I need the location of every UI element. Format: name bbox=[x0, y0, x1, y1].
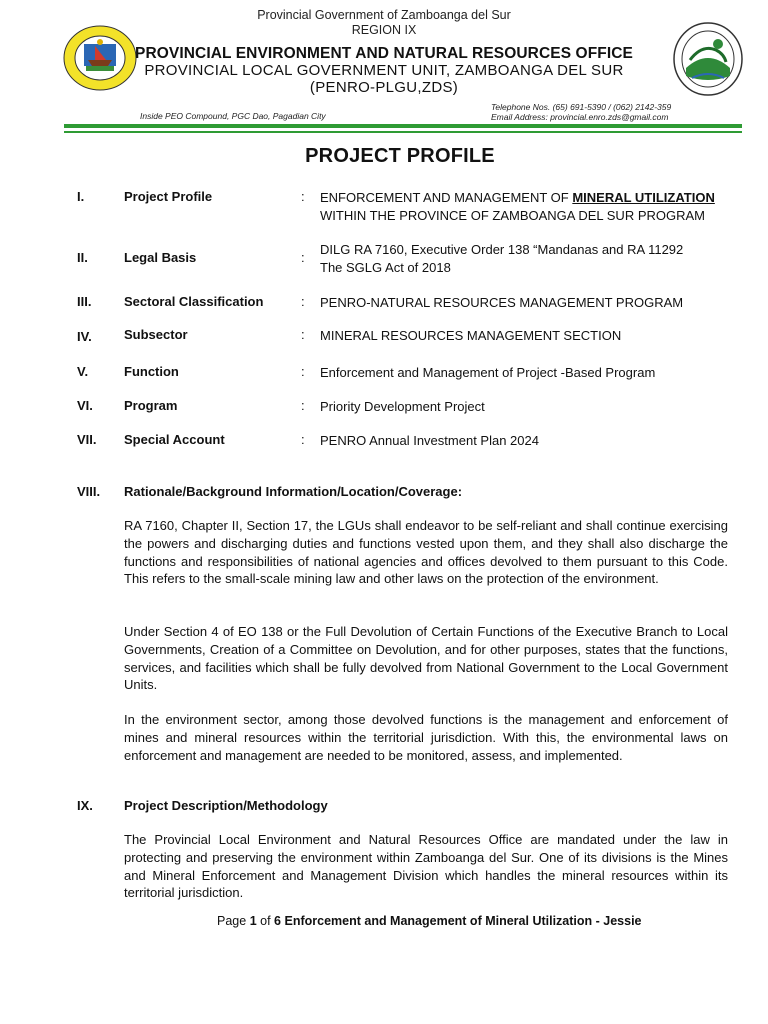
office-abbrev: (PENRO-PLGU,ZDS) bbox=[309, 79, 459, 96]
row-label: Subsector bbox=[124, 327, 188, 342]
office-address: Inside PEO Compound, PGC Dao, Pagadian City bbox=[140, 111, 326, 121]
row-label: Special Account bbox=[124, 432, 225, 447]
row-colon: : bbox=[301, 432, 305, 447]
paragraph-description: The Provincial Local Environment and Natural Resources Office are mandated under the law in protecting and preserving the environment within Zamboanga del Sur. One of its divisions is the Mines and Mineral Enforcement and Management Division which handles the mineral resources within its territorial jurisdiction. bbox=[124, 832, 728, 901]
section-title: Rationale/Background Information/Location/Coverage: bbox=[124, 484, 463, 499]
row-colon: : bbox=[301, 398, 305, 413]
footer-title: Enforcement and Management of Mineral Utilization - Jessie bbox=[284, 914, 642, 928]
section-number: IX. bbox=[77, 798, 93, 813]
row-colon: : bbox=[301, 294, 305, 309]
row-label: Function bbox=[124, 364, 179, 379]
row-value: DILG RA 7160, Executive Order 138 “Mandanas and RA 11292 The SGLG Act of 2018 bbox=[320, 242, 684, 275]
email-address: Email Address: provincial.enro.zds@gmail.com bbox=[491, 112, 669, 122]
row-number: V. bbox=[77, 364, 89, 379]
row-value: Enforcement and Management of Project -Based Program bbox=[320, 365, 656, 380]
row-number: IV. bbox=[77, 329, 92, 344]
header-rule-thin bbox=[64, 131, 742, 133]
page-total: 6 bbox=[274, 914, 281, 928]
unit-name: PROVINCIAL LOCAL GOVERNMENT UNIT, ZAMBOANGA DEL SUR bbox=[144, 62, 624, 79]
paragraph-eo138: Under Section 4 of EO 138 or the Full Devolution of Certain Functions of the Executive Branch to Local Governments, Creation of a Committee on Devolution, and for other purposes, states that the functions, services, and facilities which shall be fully devolved from National Government to the Local Government Units. bbox=[124, 624, 728, 693]
row-number: II. bbox=[77, 250, 88, 265]
mineral-utilization-underlined: MINERAL UTILIZATION bbox=[572, 190, 715, 205]
row-value: Priority Development Project bbox=[320, 399, 485, 414]
office-name: PROVINCIAL ENVIRONMENT AND NATURAL RESOURCES OFFICE bbox=[135, 45, 633, 62]
row-number: III. bbox=[77, 294, 92, 309]
page-footer: Page 1 of 6 Enforcement and Management of Mineral Utilization - Jessie bbox=[217, 914, 642, 928]
row-value: PENRO-NATURAL RESOURCES MANAGEMENT PROGRAM bbox=[320, 295, 684, 310]
paragraph-ra7160: RA 7160, Chapter II, Section 17, the LGUs shall endeavor to be self-reliant and shall continue exercising the powers and discharging duties and functions vested upon them, and they shall also discharge the functions and responsibilities of national agencies and offices devolved to them pursuant to this Code. This refers to the small-scale mining law and other laws on the protection of the environment. bbox=[124, 518, 728, 587]
row-value: MINERAL RESOURCES MANAGEMENT SECTION bbox=[320, 328, 622, 343]
page-number: 1 bbox=[249, 914, 257, 928]
paragraph-environment-sector: In the environment sector, among those devolved functions is the management and enforcement of mines and mineral resources within the territorial jurisdiction. With this, the environmental laws on enforcement and management are needed to be monitored, assess, and implemented. bbox=[124, 712, 728, 763]
document-title: PROJECT PROFILE bbox=[305, 145, 495, 167]
row-number: VII. bbox=[77, 432, 97, 447]
section-number: VIII. bbox=[77, 484, 101, 499]
header-rule-thick bbox=[64, 124, 742, 128]
row-colon: : bbox=[301, 364, 305, 379]
row-value: PENRO Annual Investment Plan 2024 bbox=[320, 433, 539, 448]
telephone-numbers: Telephone Nos. (65) 691-5390 / (062) 2142-359 bbox=[491, 102, 672, 112]
row-number: VI. bbox=[77, 398, 93, 413]
row-label: Program bbox=[124, 398, 178, 413]
row-label: Sectoral Classification bbox=[124, 294, 264, 309]
section-title: Project Description/Methodology bbox=[124, 798, 328, 813]
row-value: ENFORCEMENT AND MANAGEMENT OF MINERAL UTILIZATION WITHIN THE PROVINCE OF ZAMBOANGA DEL SUR PROGRAM bbox=[320, 190, 715, 223]
region-line: REGION IX bbox=[351, 23, 417, 37]
government-line: Provincial Government of Zamboanga del Sur bbox=[257, 8, 511, 22]
row-colon: : bbox=[301, 189, 305, 204]
row-colon: : bbox=[301, 327, 305, 342]
row-label: Project Profile bbox=[124, 189, 213, 204]
row-colon: : bbox=[301, 250, 305, 265]
row-label: Legal Basis bbox=[124, 250, 197, 265]
row-number: I. bbox=[77, 189, 85, 204]
